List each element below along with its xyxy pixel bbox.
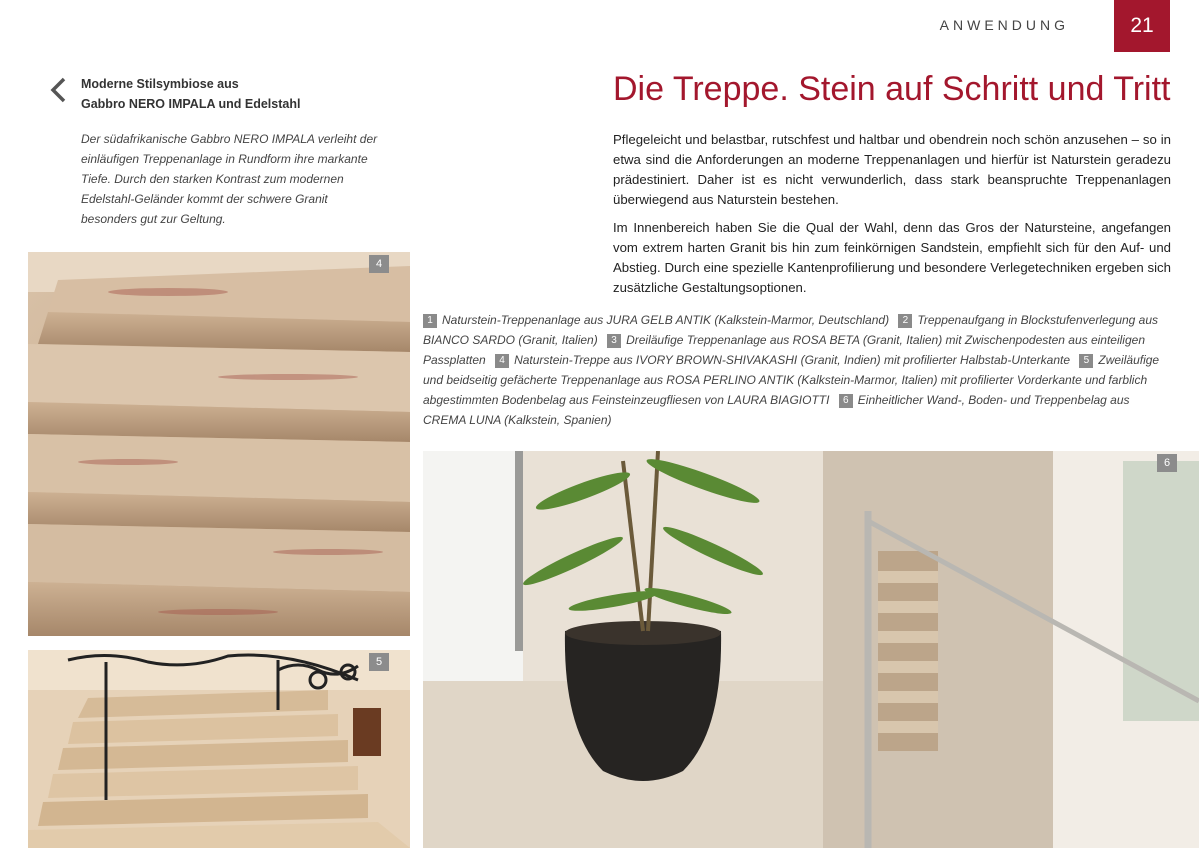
caption-number: 5: [1079, 354, 1093, 368]
section-label: ANWENDUNG: [939, 17, 1069, 33]
caption-text: Naturstein-Treppe aus IVORY BROWN-SHIVAKASHI (Granit, Indien) mit profilierter Halbstab-Unterkante: [514, 353, 1071, 367]
photo-marble-staircase: [28, 650, 410, 848]
sidebar-caption: Der südafrikanische Gabbro NERO IMPALA verleiht der einläufigen Treppenanlage in Rundform ihre markante Tiefe. Durch den starken Kontrast zum modernen Edelstahl-Geländer kommt der schwere Granit besonders gut zur Geltung.: [81, 132, 378, 226]
photo-number-badge: 4: [369, 255, 389, 273]
article-paragraph: Pflegeleicht und belastbar, rutschfest und haltbar und obendrein noch schön anzusehen – so in etwa sind die Anforderungen an moderne Treppenanlagen und hierfür ist Naturstein geradezu prädestiniert. Daher ist es nicht verwunderlich, dass stark beanspruchte Treppenanlagen überwiegend aus Naturstein bestehen.: [613, 132, 1171, 207]
caption-text: Naturstein-Treppenanlage aus JURA GELB ANTIK (Kalkstein-Marmor, Deutschland): [442, 313, 890, 327]
caption-text: Dreiläufige Treppenanlage aus ROSA BETA (Granit, Italien) mit Zwischenpodesten aus einteiligen Passplatten: [423, 333, 1145, 367]
page-number: 21: [1114, 0, 1170, 52]
caption-number: 6: [839, 394, 853, 408]
caption-item: [495, 353, 1070, 367]
caption-number: 1: [423, 314, 437, 328]
granite-stairs-photo-icon: [28, 252, 410, 636]
article-body: [613, 130, 1171, 306]
caption-number: 4: [495, 354, 509, 368]
photo-number-badge: 5: [369, 653, 389, 671]
back-chevron-icon[interactable]: [48, 76, 72, 104]
limestone-stair-interior-photo-icon: [423, 451, 1199, 848]
caption-number: 3: [607, 334, 621, 348]
caption-number: 2: [898, 314, 912, 328]
caption-text: Einheitlicher Wand-, Boden- und Treppenbelag aus CREMA LUNA (Kalkstein, Spanien): [423, 393, 1130, 427]
photo-captions: [423, 310, 1171, 430]
caption-text: Treppenaufgang in Blockstufenverlegung aus BIANCO SARDO (Granit, Italien): [423, 313, 1159, 347]
photo-granite-stairs: [28, 252, 410, 636]
photo-number-badge: 6: [1157, 454, 1177, 472]
caption-item: [423, 313, 889, 327]
sidebar-title: [81, 74, 381, 114]
marble-staircase-photo-icon: [28, 650, 410, 848]
article-paragraph: Im Innenbereich haben Sie die Qual der Wahl, denn das Gros der Natursteine, angefangen vom extrem harten Granit bis hin zum feinkörnigen Sandstein, empfiehlt sich für den Auf- und Abstieg. Durch eine spezielle Kantenprofilierung und besondere Verlegetechniken ergeben sich zusätzliche Gestaltungsoptionen.: [613, 220, 1171, 295]
sidebar-title-line2: Gabbro NERO IMPALA und Edelstahl: [81, 97, 301, 111]
caption-text: Zweiläufige und beidseitig gefächerte Treppenanlage aus ROSA PERLINO ANTIK (Kalkstein-Marmor, Italien) mit profilierter Vorderkante und farblich abgestimmten Bodenbelag aus Feinsteinzeugfliesen von LAURA BIAGIOTTI: [423, 353, 1160, 407]
page-title: Die Treppe. Stein auf Schritt und Tritt: [613, 70, 1171, 108]
photo-limestone-interior: [423, 451, 1199, 848]
sidebar-title-line1: Moderne Stilsymbiose aus: [81, 77, 239, 91]
